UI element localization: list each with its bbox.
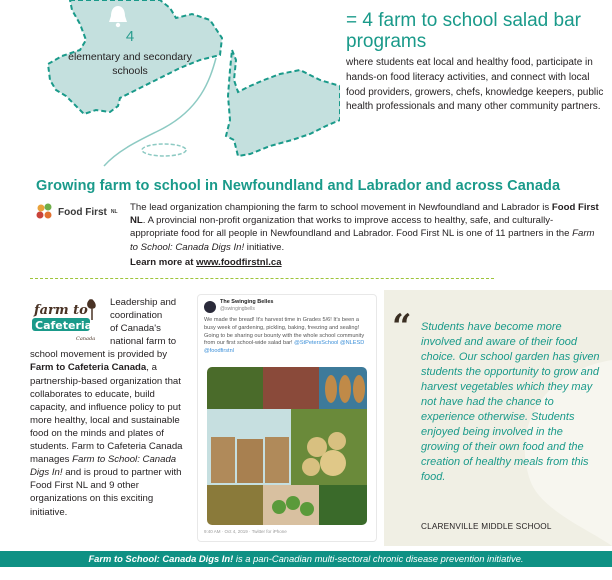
- salad-bar-description: where students eat local and healthy food, participate in hands-on food literacy activities, and connect with local food providers, growers, chefs, knowledge keepers, public health professionals and many other community partners.: [346, 57, 604, 113]
- f2c-line-1: Leadership and: [110, 297, 177, 308]
- food-first-description: [130, 201, 600, 254]
- f2c-line-3: of Canada's: [110, 323, 161, 335]
- testimonial-text: Students have become more involved and aware of their food choice. Our school garden has given students the opportunity to grow and harvest vegetables which they may not have had the chance to experience otherwise. Students enjoyed being involved in the growing of their own food and the creation of healthy meals from this food.: [421, 321, 600, 483]
- food-first-text-3: initiative.: [244, 241, 285, 253]
- learn-more-label: Learn more at: [130, 257, 197, 268]
- f2c-text-2: , a partnership-based organization that collaborates to educate, build capacity, and influence policy to put more healthy, local and sustainable food on the minds and plates of students. Farm to Cafeteria Canada manages: [30, 362, 183, 466]
- tweet-account-name: The Swinging Belles: [220, 299, 274, 305]
- tweet-avatar: [204, 301, 216, 313]
- food-first-logo-text: Food First: [58, 206, 107, 218]
- f2c-initiative: Farm to School: Canada Digs In!: [30, 454, 177, 479]
- section-divider: [30, 278, 494, 279]
- photo-pickles: [207, 485, 263, 525]
- food-first-text-2: . A provincial non-profit organization that works to improve access to healthy, safe, and culturally-appropriate food for all people in Newfoundland and Labrador. Food First NL is one of 11 partners in the: [130, 215, 573, 240]
- footer-banner: [0, 551, 612, 567]
- food-first-leaf-icon: [36, 203, 54, 221]
- food-first-logo-suffix: NL: [110, 209, 118, 215]
- photo-harvest: [319, 485, 367, 525]
- f2c-logo-top: farm to: [34, 303, 88, 318]
- food-first-website-link[interactable]: www.foodfirstnl.ca: [196, 257, 282, 268]
- tweet-photo-collage: [207, 367, 367, 525]
- f2c-line-4: national farm to: [110, 336, 177, 348]
- newfoundland-island: [226, 50, 340, 156]
- f2c-text-1: school movement is provided by: [30, 349, 168, 361]
- school-count: 4: [125, 28, 135, 45]
- tweet-handle: @swingingbells: [220, 306, 255, 312]
- footer-text: is a pan-Canadian multi-sectoral chronic disease prevention initiative.: [233, 553, 524, 564]
- testimonial-source: CLARENVILLE MIDDLE SCHOOL: [421, 522, 552, 531]
- quote-icon: “: [392, 307, 412, 347]
- food-first-logo: [36, 203, 126, 221]
- tweet-timestamp: 9:40 AM · Oct 4, 2019 · Twitter for iPhone: [204, 529, 287, 534]
- food-first-org-name: Food First NL: [130, 202, 599, 227]
- bell-icon: [107, 4, 129, 28]
- section-title: Growing farm to school in Newfoundland and Labrador and across Canada: [36, 178, 561, 194]
- footer-initiative: Farm to School: Canada Digs In!: [88, 553, 234, 564]
- photo-garden: [207, 367, 263, 409]
- f2c-org-name: Farm to Cafeteria Canada: [30, 362, 147, 374]
- photo-jam: [263, 367, 319, 409]
- tweet-body: [204, 317, 369, 356]
- lake-outline: [142, 144, 186, 156]
- tweet-card: [197, 294, 377, 542]
- tweet-links[interactable]: @StPetersSchool @NLESD @foodfirstnl: [204, 340, 365, 355]
- tweet-body-text: We made the bread! It's harvest time in Grades 5/6! It's been a busy week of gardening, pickling, baking, freezing and sealing! Going to be sharing our bounty with the whole school community from our first school-wide salad bar!: [204, 317, 365, 347]
- newfoundland-labrador-map: [0, 0, 340, 170]
- learn-more: [130, 257, 282, 268]
- f2c-description: [30, 296, 190, 519]
- f2c-line-2: coordination: [110, 310, 163, 322]
- f2c-text-3: and is proud to partner with Food First NL and 9 other organizations on this exciting initiative.: [30, 467, 182, 518]
- food-first-initiative: Farm to School: Canada Digs In!: [130, 228, 595, 253]
- salad-bar-headline: = 4 farm to school salad bar programs: [346, 10, 581, 52]
- food-first-text-1: The lead organization championing the farm to school movement in Newfoundland and Labrador is: [130, 202, 552, 213]
- f2c-logo-mid: Cafeteria: [35, 319, 93, 332]
- school-count-label: elementary and secondary schools: [68, 51, 192, 77]
- f2c-logo-bot: Canada: [76, 336, 96, 342]
